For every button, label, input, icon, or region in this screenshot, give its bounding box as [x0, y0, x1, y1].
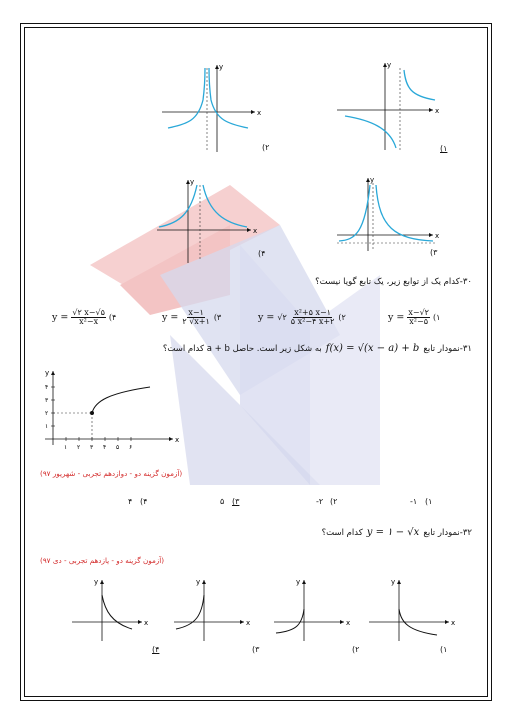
- svg-text:y: y: [387, 61, 392, 69]
- q32-graph-1: [365, 575, 460, 645]
- q31-graph: [35, 365, 185, 450]
- svg-text:y: y: [370, 176, 375, 184]
- graph-label-1: (۱: [440, 144, 448, 153]
- q31-option-1-value: -۱: [410, 497, 418, 506]
- q32-source: (آزمون گزینه دو - یازدهم تجربی - دی ۹۷): [40, 556, 165, 565]
- question-32-text: کدام است؟ y = ۱ − √x ۳۲-نمودار تابع: [321, 527, 472, 538]
- svg-text:x: x: [144, 619, 149, 627]
- svg-text:۵: ۵: [116, 444, 120, 450]
- svg-text:x: x: [346, 619, 351, 627]
- svg-text:۲: ۲: [77, 444, 81, 450]
- svg-text:۱: ۱: [64, 444, 68, 450]
- q31-option-2-value: -۲: [316, 497, 324, 506]
- q32-label-3: (۳: [252, 645, 260, 654]
- q30-option-3: y = $\frac{x-۱}{۲ √x+۱}$ (۳: [162, 308, 222, 327]
- q30-option-1: y = $\frac{x-√۲}{\text{x²−۵}}$ (۱: [388, 308, 441, 327]
- graph-option-1: [335, 58, 448, 153]
- q32-graph-3: [170, 575, 255, 645]
- q30-option-2: y = √۲ $\frac{\text{x²+۵ x−۱}}{\text{۵ x²−۴ x+۲}}$ (۲: [258, 308, 346, 327]
- q31-option-3-value: ۵: [220, 497, 225, 506]
- q32-label-1: (۱: [440, 645, 448, 654]
- svg-text:y: y: [94, 578, 99, 586]
- graph-option-3: [335, 173, 445, 253]
- svg-text:x: x: [435, 107, 440, 115]
- svg-text:x: x: [246, 619, 251, 627]
- svg-text:x: x: [253, 227, 258, 235]
- graph-option-2: [160, 60, 265, 155]
- svg-text:y: y: [196, 578, 201, 586]
- svg-text:۲: ۲: [45, 410, 49, 417]
- svg-text:x: x: [175, 436, 180, 444]
- svg-text:۳: ۳: [45, 397, 49, 404]
- q32-label-2: (۲: [352, 645, 360, 654]
- q31-source: (آزمون گزینه دو - دوازدهم تجربی - شهریور ۹۷): [40, 469, 183, 478]
- graph-option-4: [155, 175, 265, 265]
- svg-text:۳: ۳: [90, 444, 94, 450]
- svg-text:۴: ۴: [103, 444, 107, 450]
- graph-label-2: (۲: [262, 143, 270, 152]
- x-axis-label: x: [257, 109, 262, 117]
- svg-text:y: y: [391, 578, 396, 586]
- q30-option-4: y = $\frac{√۲ x-√۵}{\text{x²−x}}$ (۴: [52, 308, 117, 327]
- svg-text:x: x: [451, 619, 456, 627]
- q31-option-4-value: ۴: [128, 497, 133, 506]
- svg-text:y: y: [45, 369, 50, 377]
- q31-option-2-num: (۲: [330, 497, 338, 506]
- q31-option-3-num: (۳: [232, 497, 240, 506]
- svg-text:۶: ۶: [129, 444, 133, 450]
- y-axis-label: y: [219, 63, 224, 71]
- q32-graph-4: [68, 575, 153, 645]
- svg-text:۱: ۱: [45, 423, 49, 430]
- q31-option-1-num: (۱: [425, 497, 433, 506]
- question-30-text: ۳۰-کدام یک از توابع زیر، یک تابع گویا نیست؟: [315, 277, 472, 287]
- q32-graph-2: [270, 575, 355, 645]
- q32-label-4: (۴: [152, 645, 160, 654]
- svg-text:y: y: [296, 578, 301, 586]
- svg-text:۴: ۴: [45, 384, 49, 391]
- question-31-text: به شکل زیر است. حاصل a + b کدام است؟ f(x) = √(x − a) + b ۳۱-نمودار تابع: [162, 343, 472, 354]
- svg-text:x: x: [435, 232, 440, 240]
- q31-option-4-num: (۴: [140, 497, 148, 506]
- graph-label-4: (۴: [258, 249, 266, 258]
- graph-label-3: (۳: [430, 248, 438, 257]
- svg-text:y: y: [190, 178, 195, 186]
